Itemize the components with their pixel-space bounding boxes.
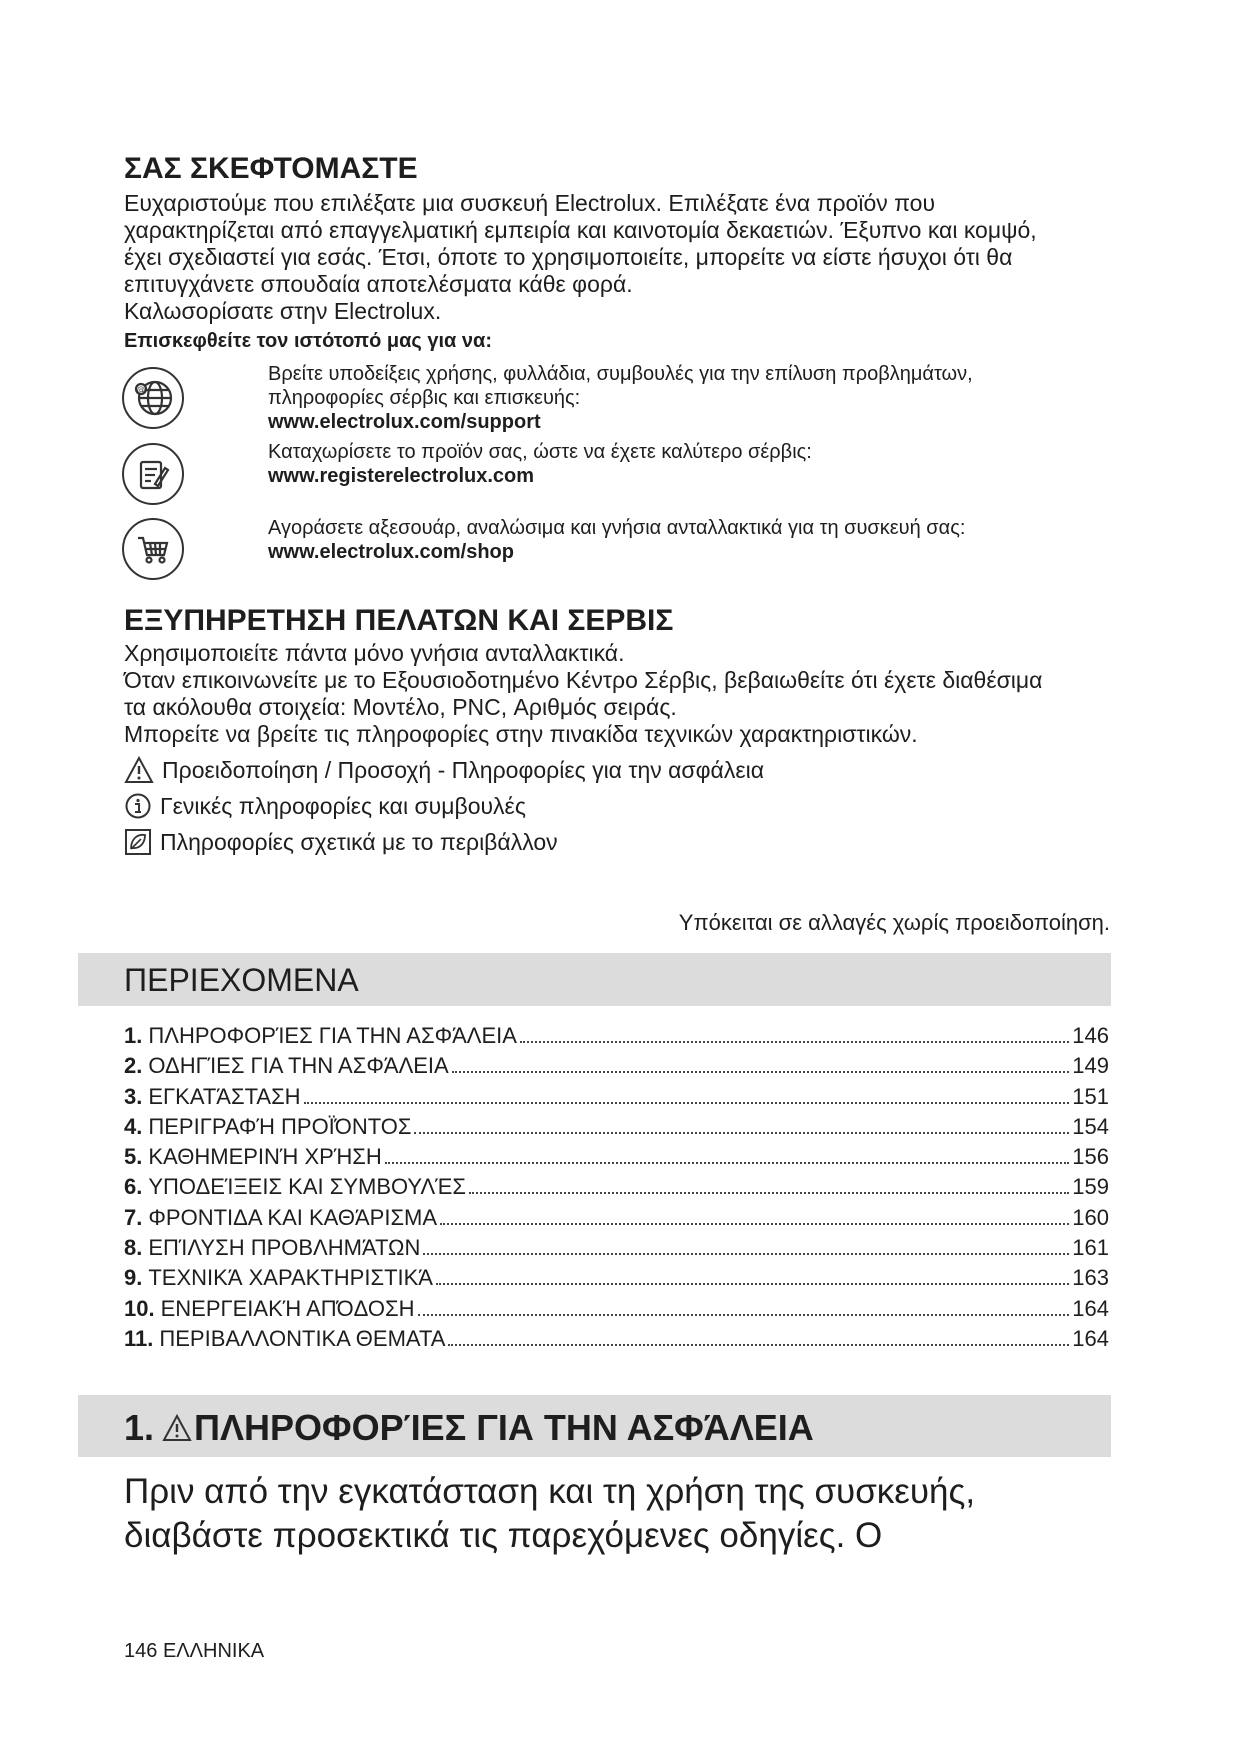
section1-line: διαβάστε προσεκτικά τις παρεχόμενες οδηγίες. Ο	[124, 1516, 883, 1555]
shopping-cart-icon	[122, 518, 184, 580]
toc-entry-page: 164	[1072, 1295, 1109, 1321]
register-text-line: Καταχωρίσετε το προϊόν σας, ώστε να έχετε καλύτερο σέρβις:	[268, 441, 812, 463]
toc-entry[interactable]	[124, 1144, 1109, 1174]
toc-entry-number: 8.	[124, 1235, 143, 1261]
toc-list	[124, 1023, 1109, 1356]
shop-item	[268, 516, 965, 564]
legend-warning	[124, 756, 764, 784]
info-icon	[124, 792, 152, 820]
intro-line: χαρακτηρίζεται από επαγγελματική εμπειρία και καινοτομία δεκαετιών. Έξυπνο και κομψό,	[124, 217, 1037, 243]
toc-entry-page: 154	[1072, 1113, 1109, 1139]
section1-number: 1.	[124, 1407, 155, 1448]
toc-entry-page: 149	[1072, 1053, 1109, 1079]
toc-entry-number: 4.	[124, 1113, 143, 1139]
warning-icon	[162, 1414, 192, 1442]
section1-intro	[124, 1470, 975, 1558]
section1-line: Πριν από την εγκατάσταση και τη χρήση της συσκευής,	[124, 1472, 976, 1511]
intro-paragraph	[124, 190, 1037, 325]
support-link[interactable]: www.electrolux.com/support	[268, 411, 541, 433]
section1-header-band	[78, 1395, 1111, 1457]
toc-entry-number: 1.	[124, 1023, 143, 1048]
globe-icon	[122, 367, 184, 429]
toc-entry[interactable]	[124, 1205, 1109, 1235]
service-line: τα ακόλουθα στοιχεία: Μοντέλο, PNC, Αριθμός σειράς.	[124, 694, 677, 720]
toc-entry-title: ΟΔΗΓΊΕΣ ΓΙΑ ΤΗΝ ΑΣΦΆΛΕΙΑ	[148, 1053, 449, 1079]
toc-entry[interactable]	[124, 1235, 1109, 1265]
intro-line: Ευχαριστούμε που επιλέξατε μια συσκευή Electrolux. Επιλέξατε ένα προϊόν που	[124, 190, 936, 216]
toc-entry[interactable]	[124, 1326, 1109, 1356]
toc-entry-page: 146	[1072, 1023, 1109, 1048]
legend-environment-label: Πληροφορίες σχετικά με το περιβάλλον	[160, 828, 558, 855]
toc-entry[interactable]	[124, 1114, 1109, 1144]
toc-entry-number: 9.	[124, 1265, 143, 1291]
intro-title: ΣΑΣ ΣΚΕΦΤΟΜΑΣΤΕ	[124, 152, 418, 185]
page-footer	[124, 1640, 264, 1663]
toc-leader	[448, 1344, 1069, 1346]
toc-entry[interactable]	[124, 1023, 1109, 1053]
footer-language: ΕΛΛΗΝΙΚΑ	[162, 1640, 265, 1662]
toc-entry-number: 5.	[124, 1144, 143, 1170]
shop-link[interactable]: www.electrolux.com/shop	[268, 541, 514, 563]
intro-line: Καλωσορίσατε στην Electrolux.	[124, 298, 442, 324]
visit-heading: Επισκεφθείτε τον ιστότοπό μας για να:	[124, 330, 492, 352]
warning-icon	[124, 756, 154, 784]
toc-entry-number: 10.	[124, 1295, 155, 1321]
service-line: Όταν επικοινωνείτε με το Εξουσιοδοτημένο Κέντρο Σέρβις, βεβαιωθείτε ότι έχετε διαθέσιμα	[124, 667, 1043, 693]
toc-entry-page: 160	[1072, 1204, 1109, 1230]
toc-title: ΠΕΡΙΕΧΟΜΕΝΑ	[124, 962, 359, 998]
legend-warning-label: Προειδοποίηση / Προσοχή - Πληροφορίες για την ασφάλεια	[162, 756, 764, 783]
toc-entry-number: 7.	[124, 1204, 143, 1230]
svg-text:@: @	[137, 385, 145, 394]
toc-entry[interactable]	[124, 1174, 1109, 1204]
toc-entry-number: 6.	[124, 1174, 143, 1200]
toc-entry-title: ΠΛΗΡΟΦΟΡΊΕΣ ΓΙΑ ΤΗΝ ΑΣΦΆΛΕΙΑ	[148, 1023, 517, 1048]
service-line: Μπορείτε να βρείτε τις πληροφορίες στην πινακίδα τεχνικών χαρακτηριστικών.	[124, 721, 918, 747]
support-item	[268, 362, 973, 434]
toc-entry-title: ΕΓΚΑΤΆΣΤΑΣΗ	[148, 1083, 301, 1109]
toc-leader	[436, 1283, 1069, 1285]
toc-entry-page: 156	[1072, 1144, 1109, 1170]
toc-leader	[385, 1162, 1070, 1164]
toc-leader	[418, 1314, 1070, 1316]
toc-entry-title: ΦΡΟΝΤΙΔΑ ΚΑΙ ΚΑΘΆΡΙΣΜΑ	[148, 1204, 438, 1230]
section1-title: ΠΛΗΡΟΦΟΡΊΕΣ ΓΙΑ ΤΗΝ ΑΣΦΆΛΕΙΑ	[194, 1407, 814, 1448]
toc-leader	[414, 1132, 1069, 1134]
toc-entry-page: 164	[1072, 1325, 1109, 1351]
legend-info	[124, 792, 526, 820]
toc-entry-title: ΕΠΊΛΥΣΗ ΠΡΟΒΛΗΜΆΤΩΝ	[148, 1235, 421, 1261]
disclaimer: Υπόκειται σε αλλαγές χωρίς προειδοποίηση.	[678, 910, 1110, 935]
toc-entry-page: 161	[1072, 1235, 1109, 1261]
register-item	[268, 440, 812, 488]
toc-entry-title: ΚΑΘΗΜΕΡΙΝΉ ΧΡΉΣΗ	[148, 1144, 382, 1170]
support-text-line: πληροφορίες σέρβις και επισκευής:	[268, 387, 581, 409]
toc-leader	[440, 1223, 1069, 1225]
register-icon	[122, 443, 184, 505]
toc-leader	[452, 1071, 1070, 1073]
toc-entry-page: 159	[1072, 1174, 1109, 1200]
toc-entry-title: ΠΕΡΙΒΑΛΛΟΝΤΙΚΑ ΘΕΜΑΤΑ	[159, 1325, 446, 1351]
intro-line: έχει σχεδιαστεί για εσάς. Έτσι, όποτε το χρησιμοποιείτε, μπορείτε να είστε ήσυχοι ότι θα	[124, 244, 1013, 270]
legend-environment	[124, 828, 558, 856]
toc-entry[interactable]	[124, 1053, 1109, 1083]
toc-leader	[423, 1253, 1069, 1255]
toc-entry-page: 151	[1072, 1083, 1109, 1109]
toc-entry[interactable]	[124, 1084, 1109, 1114]
toc-leader	[304, 1102, 1070, 1104]
toc-entry-title: ΤΕΧΝΙΚΆ ΧΑΡΑΚΤΗΡΙΣΤΙΚΆ	[148, 1265, 433, 1291]
toc-leader	[520, 1041, 1069, 1043]
service-paragraph	[124, 640, 1042, 748]
toc-entry-title: ΕΝΕΡΓΕΙΑΚΉ ΑΠΌΔΟΣΗ	[160, 1295, 415, 1321]
toc-entry[interactable]	[124, 1265, 1109, 1295]
toc-entry-number: 3.	[124, 1083, 143, 1109]
page-number: 146	[124, 1640, 158, 1662]
toc-entry-number: 2.	[124, 1053, 143, 1079]
toc-leader	[469, 1192, 1069, 1194]
shop-text-line: Αγοράσετε αξεσουάρ, αναλώσιμα και γνήσια ανταλλακτικά για τη συσκευή σας:	[268, 517, 966, 539]
legend-info-label: Γενικές πληροφορίες και συμβουλές	[160, 792, 526, 819]
toc-entry-page: 163	[1072, 1265, 1109, 1291]
toc-entry-title: ΠΕΡΙΓΡΑΦΉ ΠΡΟΪΌΝΤΟΣ	[148, 1113, 412, 1139]
intro-line: επιτυγχάνετε σπουδαία αποτελέσματα κάθε φορά.	[124, 271, 633, 297]
support-text-line: Βρείτε υποδείξεις χρήσης, φυλλάδια, συμβουλές για την επίλυση προβλημάτων,	[268, 363, 973, 385]
toc-entry-title: ΥΠΟΔΕΊΞΕΙΣ ΚΑΙ ΣΥΜΒΟΥΛΈΣ	[148, 1174, 467, 1200]
service-line: Χρησιμοποιείτε πάντα μόνο γνήσια ανταλλακτικά.	[124, 640, 625, 666]
toc-entry-number: 11.	[124, 1325, 154, 1351]
section1-heading	[124, 1407, 814, 1449]
toc-entry[interactable]	[124, 1296, 1109, 1326]
toc-header-band	[78, 953, 1111, 1006]
register-link[interactable]: www.registerelectrolux.com	[268, 465, 535, 487]
leaf-icon	[124, 828, 152, 856]
service-title: ΕΞΥΠΗΡΕΤΗΣΗ ΠΕΛΑΤΩΝ ΚΑΙ ΣΕΡΒΙΣ	[124, 604, 674, 637]
